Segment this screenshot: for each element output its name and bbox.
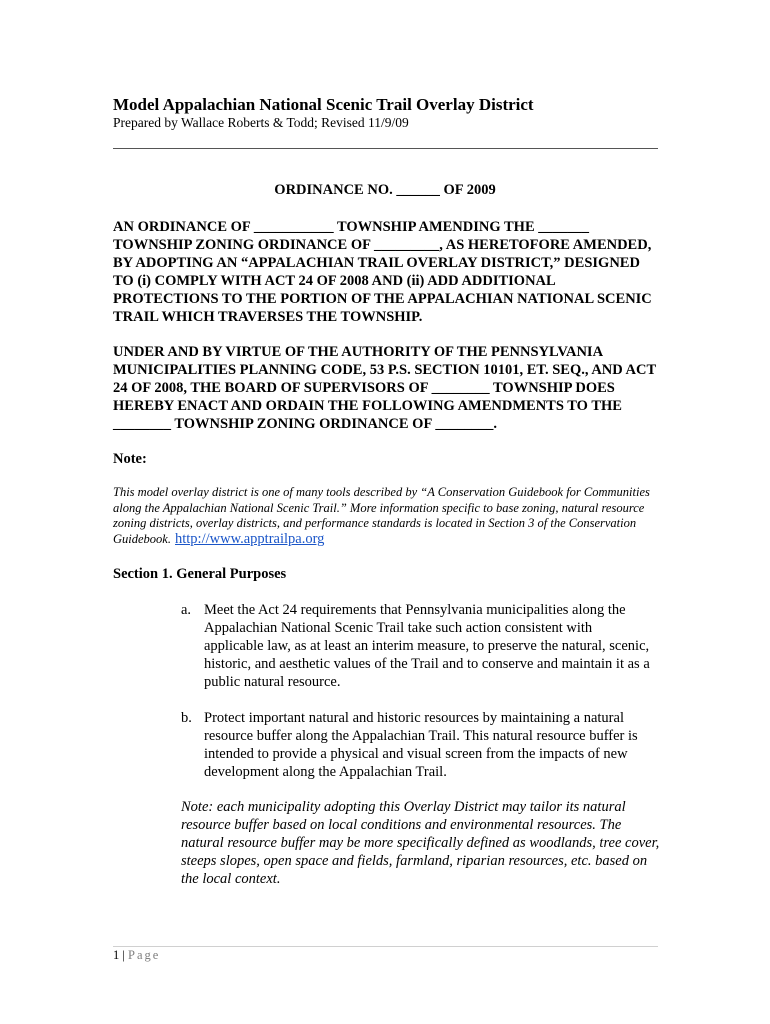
document-subtitle: Prepared by Wallace Roberts & Todd; Revised 11/9/09 xyxy=(113,115,409,130)
footer-separator: | xyxy=(119,948,129,962)
guidebook-link[interactable]: http://www.apptrailpa.org xyxy=(174,531,325,548)
note-label: Note: xyxy=(113,451,147,467)
list-item-text: Protect important natural and historic resources by maintaining a natural resource buffer along the Appalachian Trail. This natural resource buffer is intended to provide a physical and visual screen from the impacts of new development along the Appalachian Trail. xyxy=(204,710,638,780)
document-title: Model Appalachian National Scenic Trail Overlay District xyxy=(113,95,534,114)
list-marker: b. xyxy=(181,710,192,726)
ordinance-number: ORDINANCE NO. ______ OF 2009 xyxy=(274,182,496,198)
section-1-heading: Section 1. General Purposes xyxy=(113,566,287,582)
section-1-note: Note: each municipality adopting this Overlay District may tailor its natural resource buffer based on local conditions and environmental resources. The natural resource buffer may be more specifically defined as woodlands, tree cover, steeps slopes, open space and fields, farmland, riparian resources, etc. based on the local context. xyxy=(181,799,660,887)
list-item xyxy=(181,709,651,781)
list-item xyxy=(181,601,651,691)
note-text: This model overlay district is one of many tools described by “A Conservation Guidebook for Communities along the Appalachian National Scenic Trail.” More information specific to base zoning, natural resource zoning districts, overlay districts, and performance standards is located in Section 3 of the Conservation Guidebook. xyxy=(113,485,650,547)
list-item-text: Meet the Act 24 requirements that Pennsylvania municipalities along the Appalachian National Scenic Trail take such action consistent with applicable law, as at least an interim measure, to preserve the natural, scenic, historic, and aesthetic values of the Trail and to conserve and maintain it as a public natural resource. xyxy=(204,602,650,690)
page-footer xyxy=(113,948,160,963)
ordinance-enactment: UNDER AND BY VIRTUE OF THE AUTHORITY OF THE PENNSYLVANIA MUNICIPALITIES PLANNING CODE, 53 P.S. SECTION 10101, ET. SEQ., AND ACT 24 OF 2008, THE BOARD OF SUPERVISORS OF ________ TOWNSHIP DOES HEREBY ENACT AND ORDAIN THE FOLLOWING AMENDMENTS TO THE ________ TOWNSHIP ZONING ORDINANCE OF ________. xyxy=(113,344,656,432)
note-text-block xyxy=(113,485,653,548)
page-number: 1 xyxy=(113,948,120,962)
ordinance-preamble: AN ORDINANCE OF ___________ TOWNSHIP AMENDING THE _______ TOWNSHIP ZONING ORDINANCE OF _________, AS HERETOFORE AMENDED, BY ADOPTING AN “APPALACHIAN TRAIL OVERLAY DISTRICT,” DESIGNED TO (i) COMPLY WITH ACT 24 OF 2008 AND (ii) ADD ADDITIONAL PROTECTIONS TO THE PORTION OF THE APPALACHIAN NATIONAL SCENIC TRAIL WHICH TRAVERSES THE TOWNSHIP. xyxy=(113,219,652,325)
footer-divider xyxy=(113,946,658,947)
header-divider xyxy=(113,148,658,149)
list-marker: a. xyxy=(181,602,192,618)
page-label: Page xyxy=(128,948,161,962)
